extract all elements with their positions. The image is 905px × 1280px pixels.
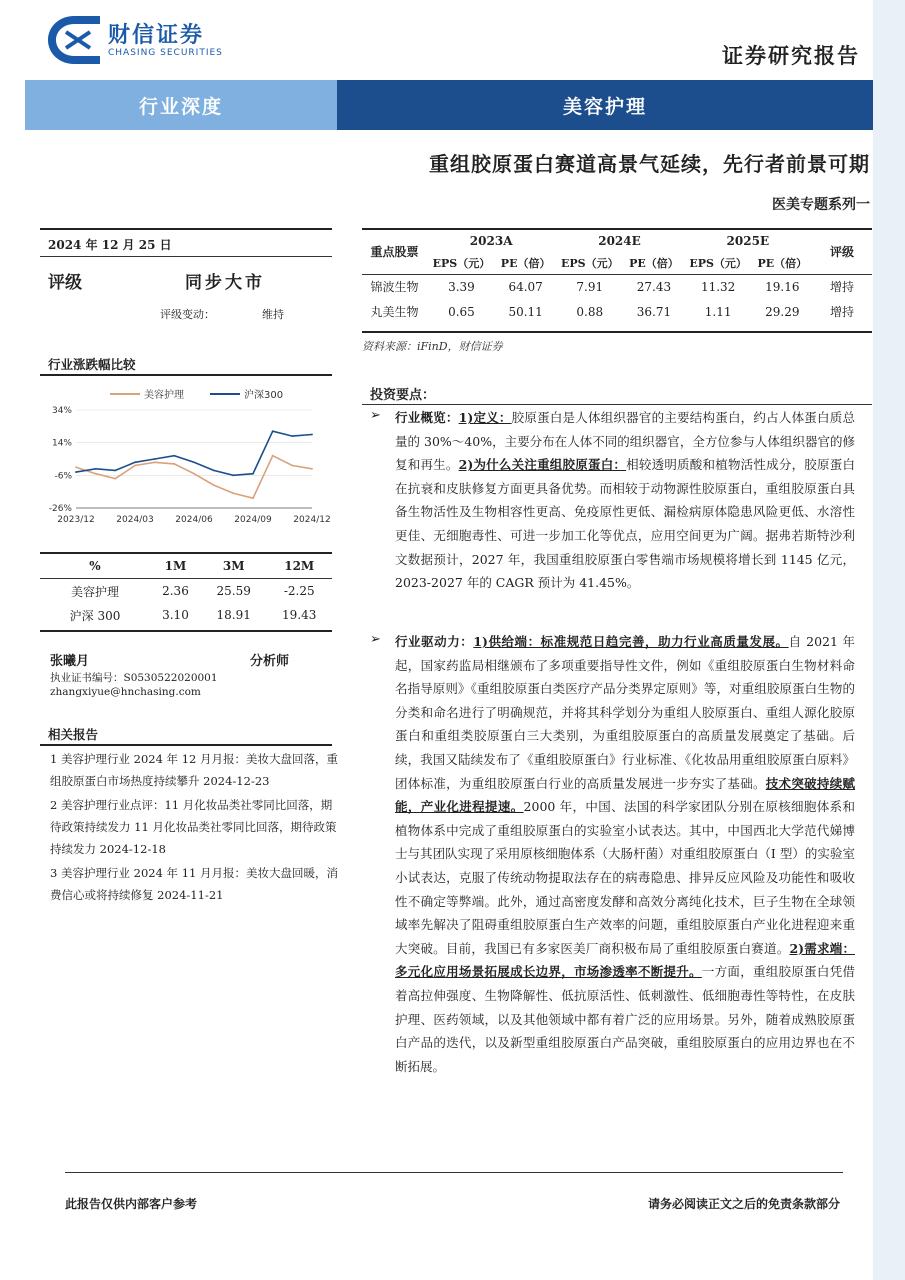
table-cell: 50.11 <box>508 304 543 319</box>
table-cell: 0.65 <box>448 304 475 319</box>
table-header: EPS（元） <box>432 256 491 270</box>
table-header: 评级 <box>829 245 854 260</box>
y-tick-label: -6% <box>54 471 72 482</box>
table-subheader-row <box>362 252 872 274</box>
logo-name: 财信证券 <box>108 23 205 48</box>
table-cell: 11.32 <box>700 279 736 294</box>
data-point <box>272 455 274 457</box>
point-lead: 行业概览： <box>395 410 459 425</box>
data-point <box>134 465 136 467</box>
data-point <box>232 492 234 494</box>
rating-label: 评级 <box>48 273 82 293</box>
table-row <box>40 603 332 627</box>
data-point <box>193 473 195 475</box>
table-row <box>362 274 872 299</box>
point-text: 自 2021 年起，国家药监局相继颁布了多项重要指导性文件，例如《重组胶原蛋白生物材料命名指导原则》《重组胶原蛋白类医疗产品分类界定原则》等，对重组胶原蛋白生物的分类和命名进行了明确规范，并将其科学划分为重组人胶原蛋白、重组人源化胶原蛋白和重组类胶原蛋白三大类别，为重组胶原蛋白的高质量发展奠定了基础。后续，我国又陆续发布了《重组胶原蛋白》行业标准、《化妆品用重组胶原蛋白原料》团体标准，为重组胶原蛋白行业的高质量发展进一步夯实了基础。 <box>395 634 855 791</box>
analyst-email: zhangxiyue@hnchasing.com <box>50 686 201 698</box>
data-point <box>252 497 254 499</box>
table-cell: 7.91 <box>576 279 604 294</box>
data-point <box>95 468 97 470</box>
point-sub: 2)需求端：多元化应用场景拓展成长边界，市场渗透率不断提升。 <box>395 940 855 980</box>
trend-chart-svg <box>40 380 330 530</box>
list-item[interactable]: 2 美容护理行业点评：11 月化妆品类社零同比回落，期待政策持续发力 11 月化妆品类社零同比回落，期待政策持续发力 2024-12-18 <box>50 798 337 856</box>
table-cell: 25.59 <box>216 584 251 598</box>
point-text: 相较透明质酸和植物活性成分，胶原蛋白在抗衰和皮肤修复方面更具备优势。而相较于动物源性胶原蛋白，重组胶原蛋白具备生物活性及生物相容性更高、免疫原性更低、漏检病原体隐患风险更低、水溶性更佳、无细胞毒性、可进一步加工化等优点，应用空间更为广阔。据弗若斯特沙利文数据预计，2027 年，我国重组胶原蛋白零售端市场规模将增长到 1145 亿元，2023-2027 年的 CAGR 预计为 41.45%。 <box>395 457 855 591</box>
point-text: 2000 年，中国、法国的科学家团队分别在原核细胞体系和植物体系中完成了重组胶原蛋白的实验室小试表达。其中，中国西北大学范代娣博士与其团队实现了采用原核细胞体系（大肠杆菌）对重组胶原蛋白（I 型）的实验室小试表达，克服了传统动物提取法存在的病毒隐患、排异反应风险及功能性和吸收性不确定等弊端。此外，通过高密度发酵和高效分离纯化技术，巨子生物在全球领域率先解决了阻碍重组胶原蛋白生产效率的问题，重组胶原蛋白产业化进程迎来重大突破。目前，我国已有多家医美厂商积极布局了重组胶原蛋白赛道。 <box>395 799 855 956</box>
logo-icon <box>44 14 104 66</box>
page-title: 重组胶原蛋白赛道高景气延续，先行者前景可期 <box>429 152 870 176</box>
analyst-cert: 执业证书编号：S0530522020001 <box>50 672 218 684</box>
table-cell: 1.11 <box>704 304 732 319</box>
data-point <box>291 465 293 467</box>
banner-industry: 美容护理 <box>337 80 873 130</box>
data-point <box>154 461 156 463</box>
bullet-icon: ➢ <box>370 632 381 647</box>
table-source: 资料来源：iFinD，财信证券 <box>362 340 503 353</box>
table-cell: 增持 <box>829 305 854 319</box>
x-tick-label: 2024/03 <box>116 515 154 525</box>
table-cell: 36.71 <box>636 304 672 319</box>
table-cell: 美容护理 <box>70 584 119 599</box>
analyst-title: 分析师 <box>250 654 290 669</box>
invest-heading: 投资要点： <box>370 388 436 403</box>
table-header: 重点股票 <box>370 245 419 260</box>
table-cell: 0.88 <box>576 304 604 319</box>
data-point <box>272 430 274 432</box>
table-header: 3M <box>222 559 245 573</box>
data-point <box>154 458 156 460</box>
data-point <box>232 474 234 476</box>
divider <box>40 256 332 257</box>
logo-english: CHASING SECURITIES <box>108 48 223 58</box>
divider <box>40 630 332 632</box>
data-point <box>252 473 254 475</box>
divider <box>40 374 332 376</box>
table-cell: 3.10 <box>162 608 189 622</box>
trend-chart <box>40 380 330 530</box>
invest-point-drivers <box>395 630 855 1078</box>
divider <box>362 331 872 333</box>
x-tick-label: 2024/06 <box>175 515 213 525</box>
data-point <box>75 471 77 473</box>
table-header-row <box>362 230 872 252</box>
table-cell: 锦波生物 <box>370 280 419 295</box>
invest-point-overview <box>395 406 855 595</box>
data-point <box>95 473 97 475</box>
data-point <box>311 468 313 470</box>
table-header: 2024E <box>598 234 641 248</box>
data-point <box>213 470 215 472</box>
data-point <box>311 434 313 436</box>
bullet-icon: ➢ <box>370 408 381 423</box>
related-heading: 相关报告 <box>48 727 99 742</box>
point-text: 一方面，重组胶原蛋白凭借着高拉伸强度、生物降解性、低抗原活性、低刺激性、低细胞毒性等特性，在皮肤护理、医药领域，以及其他领域中都有着广泛的应用场景。另外，随着成熟胶原蛋白产品的迭代，以及新型重组胶原蛋白产品突破，重组胶原蛋白的应用边界也在不断拓展。 <box>395 964 855 1074</box>
table-cell: 沪深 300 <box>69 608 121 623</box>
y-tick-label: 14% <box>51 438 72 449</box>
y-tick-label: -26% <box>48 504 72 514</box>
data-point <box>75 466 77 468</box>
analyst-name: 张曦月 <box>50 654 90 669</box>
y-tick-label: 34% <box>51 406 72 416</box>
point-sub: 1)定义： <box>458 410 512 425</box>
point-sub: 技术突破持续赋能，产业化进程提速。 <box>395 775 855 815</box>
divider <box>362 404 872 405</box>
table-header: 2023A <box>469 234 513 248</box>
table-row <box>362 299 872 324</box>
table-header: 12M <box>284 559 315 573</box>
data-point <box>114 478 116 480</box>
table-row <box>40 579 332 604</box>
data-point <box>173 463 175 465</box>
rating-change-label: 评级变动： <box>160 308 215 321</box>
data-point <box>213 484 215 486</box>
rating-change-value: 维持 <box>262 308 284 321</box>
table-header: PE（倍） <box>757 256 808 270</box>
table-header: PE（倍） <box>629 256 679 270</box>
point-lead: 行业驱动力： <box>395 634 474 649</box>
x-tick-label: 2024/12 <box>293 515 330 525</box>
data-point <box>193 461 195 463</box>
table-cell: 丸美生物 <box>370 305 419 319</box>
table-cell: 64.07 <box>508 279 543 294</box>
related-reports <box>50 748 340 908</box>
table-cell: 19.16 <box>765 279 800 294</box>
table-header: EPS（元） <box>689 256 747 270</box>
data-point <box>291 435 293 437</box>
table-header: 1M <box>164 559 187 573</box>
point-sub: 2)为什么关注重组胶原蛋白： <box>458 457 627 473</box>
x-tick-label: 2024/09 <box>234 515 272 525</box>
data-point <box>173 455 175 457</box>
table-cell: 29.29 <box>765 304 800 319</box>
table-cell: 3.39 <box>448 279 475 294</box>
performance-table <box>40 554 332 627</box>
rating-value: 同步大市 <box>185 273 265 293</box>
side-strip <box>873 0 905 1280</box>
legend-label: 沪深300 <box>244 390 284 401</box>
table-cell: 2.36 <box>162 584 189 598</box>
point-sub: 1)供给端：标准规范日趋完善，助力行业高质量发展。 <box>473 634 789 649</box>
table-header: EPS（元） <box>560 256 619 270</box>
data-point <box>134 461 136 463</box>
list-item[interactable]: 1 美容护理行业 2024 年 12 月月报：美妆大盘回落，重组胶原蛋白市场热度持续攀升 2024-12-23 <box>50 752 338 788</box>
table-header: 2025E <box>726 234 770 248</box>
series-line <box>76 431 312 475</box>
table-cell: 增持 <box>829 280 854 295</box>
table-cell: 18.91 <box>216 608 251 622</box>
point-text: 胶原蛋白是人体组织器官的主要结构蛋白，约占人体蛋白质总量的 30%～40%，主要分布在人体不同的组织器官，全方位参与人体组织器官的修复和再生。 <box>395 410 855 473</box>
divider <box>40 228 332 230</box>
x-tick-label: 2023/12 <box>57 515 95 525</box>
report-date: 2024 年 12 月 25 日 <box>48 238 172 252</box>
table-cell: 27.43 <box>636 279 672 294</box>
footer-disclaimer: 请务必阅读正文之后的免责条款部分 <box>647 1197 840 1211</box>
table-header-row <box>40 554 332 579</box>
report-type: 证券研究报告 <box>722 43 860 68</box>
banner-category: 行业深度 <box>25 80 337 130</box>
legend-label: 美容护理 <box>144 390 184 401</box>
trend-heading: 行业涨跌幅比较 <box>48 357 136 372</box>
data-point <box>114 470 116 472</box>
list-item[interactable]: 3 美容护理行业 2024 年 11 月月报：美妆大盘回暖，消费信心或将持续修复 2024-11-21 <box>50 866 338 902</box>
table-cell: 19.43 <box>282 608 317 622</box>
table-header: % <box>89 559 101 573</box>
table-header: PE（倍） <box>500 256 551 270</box>
footer-note: 此报告仅供内部客户参考 <box>65 1197 198 1211</box>
table-cell: -2.25 <box>283 584 315 598</box>
report-series: 医美专题系列一 <box>772 197 870 213</box>
footer-divider <box>65 1172 843 1173</box>
stocks-table <box>362 230 872 324</box>
divider <box>40 744 332 746</box>
